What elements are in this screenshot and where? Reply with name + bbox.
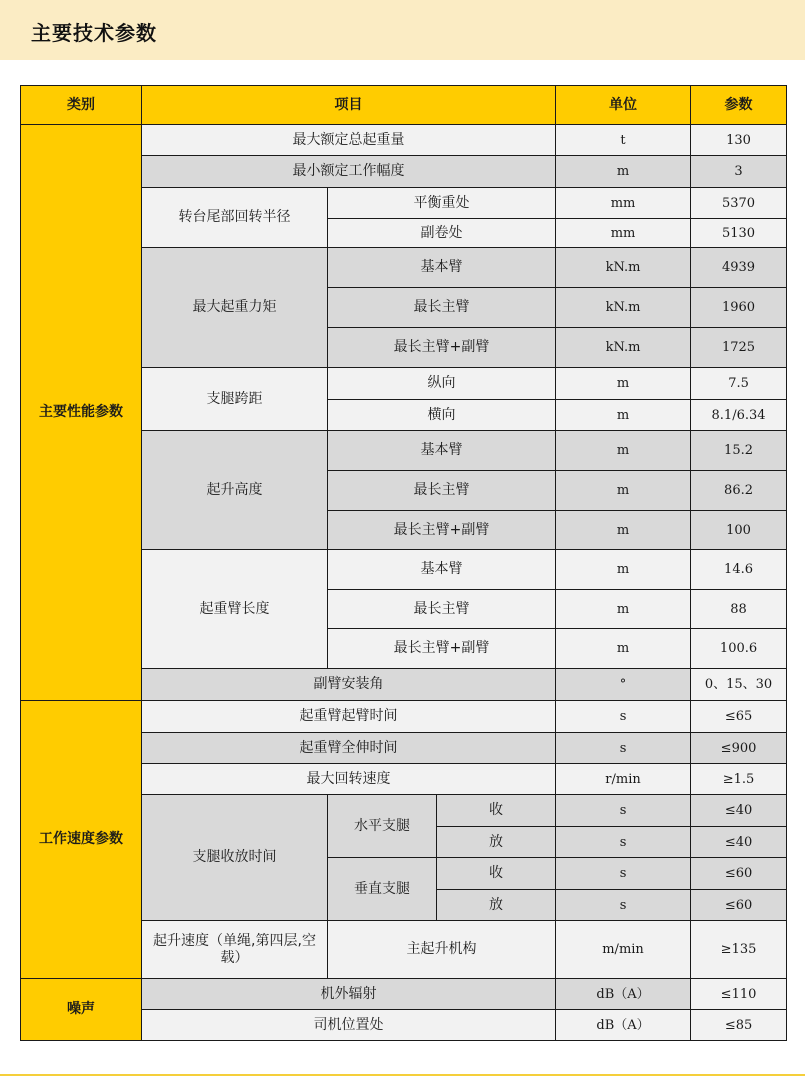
group-cell: 起升高度 [142, 431, 328, 550]
unit-cell: m [556, 431, 691, 471]
footer-divider [0, 1074, 805, 1076]
unit-cell: m [556, 590, 691, 629]
sub-item-cell: 最长主臂 [328, 590, 556, 629]
sub-item-cell: 水平支腿 [328, 795, 437, 858]
item-cell: 最大额定总起重量 [142, 125, 556, 156]
value-cell: 4939 [691, 248, 787, 288]
item-cell: 副臂安装角 [142, 669, 556, 701]
unit-cell: dB（A） [556, 979, 691, 1010]
value-cell: ≤110 [691, 979, 787, 1010]
page-title: 主要技术参数 [31, 21, 157, 45]
sub-item-cell: 纵向 [328, 368, 556, 400]
value-cell: 5370 [691, 188, 787, 219]
value-cell: 86.2 [691, 471, 787, 511]
table-row [21, 125, 787, 156]
unit-cell: ° [556, 669, 691, 701]
action-cell: 放 [437, 827, 556, 858]
unit-cell: s [556, 733, 691, 764]
sub-item-cell: 垂直支腿 [328, 858, 437, 921]
item-cell: 机外辐射 [142, 979, 556, 1010]
unit-cell: s [556, 795, 691, 827]
unit-cell: s [556, 858, 691, 890]
sub-item-cell: 基本臂 [328, 248, 556, 288]
value-cell: 7.5 [691, 368, 787, 400]
item-cell: 最小额定工作幅度 [142, 156, 556, 188]
sub-item-cell: 主起升机构 [328, 921, 556, 979]
table-row [21, 701, 787, 733]
unit-cell: s [556, 701, 691, 733]
sub-item-cell: 最长主臂 [328, 471, 556, 511]
category-noise: 噪声 [21, 979, 142, 1041]
sub-item-cell: 基本臂 [328, 431, 556, 471]
value-cell: 1725 [691, 328, 787, 368]
value-cell: 14.6 [691, 550, 787, 590]
unit-cell: kN.m [556, 248, 691, 288]
value-cell: ≤60 [691, 890, 787, 921]
unit-cell: t [556, 125, 691, 156]
unit-cell: mm [556, 219, 691, 248]
value-cell: 15.2 [691, 431, 787, 471]
group-cell: 最大起重力矩 [142, 248, 328, 368]
item-cell: 起重臂全伸时间 [142, 733, 556, 764]
sub-item-cell: 最长主臂+副臂 [328, 511, 556, 550]
unit-cell: m [556, 368, 691, 400]
value-cell: 100.6 [691, 629, 787, 669]
unit-cell: s [556, 827, 691, 858]
unit-cell: dB（A） [556, 1010, 691, 1041]
unit-cell: m [556, 550, 691, 590]
item-cell: 起重臂起臂时间 [142, 701, 556, 733]
item-cell: 司机位置处 [142, 1010, 556, 1041]
action-cell: 放 [437, 890, 556, 921]
group-cell: 转台尾部回转半径 [142, 188, 328, 248]
sub-item-cell: 副卷处 [328, 219, 556, 248]
value-cell: ≤900 [691, 733, 787, 764]
page-header [0, 0, 805, 60]
sub-item-cell: 最长主臂 [328, 288, 556, 328]
unit-cell: s [556, 890, 691, 921]
group-cell: 支腿收放时间 [142, 795, 328, 921]
group-cell: 起升速度（单绳,第四层,空载） [142, 921, 328, 979]
sub-item-cell: 最长主臂+副臂 [328, 328, 556, 368]
value-cell: ≤65 [691, 701, 787, 733]
unit-cell: mm [556, 188, 691, 219]
group-cell: 起重臂长度 [142, 550, 328, 669]
value-cell: 130 [691, 125, 787, 156]
value-cell: ≤40 [691, 827, 787, 858]
value-cell: ≥135 [691, 921, 787, 979]
table-header-row [21, 86, 787, 125]
category-speed: 工作速度参数 [21, 701, 142, 979]
unit-cell: kN.m [556, 288, 691, 328]
value-cell: 88 [691, 590, 787, 629]
unit-cell: r/min [556, 764, 691, 795]
unit-cell: m [556, 471, 691, 511]
value-cell: ≥1.5 [691, 764, 787, 795]
value-cell: 100 [691, 511, 787, 550]
value-cell: 1960 [691, 288, 787, 328]
header-value: 参数 [691, 86, 787, 125]
unit-cell: kN.m [556, 328, 691, 368]
value-cell: 0、15、30 [691, 669, 787, 701]
group-cell: 支腿跨距 [142, 368, 328, 431]
value-cell: ≤85 [691, 1010, 787, 1041]
unit-cell: m [556, 511, 691, 550]
value-cell: 3 [691, 156, 787, 188]
value-cell: ≤60 [691, 858, 787, 890]
value-cell: ≤40 [691, 795, 787, 827]
action-cell: 收 [437, 795, 556, 827]
table-row [21, 979, 787, 1010]
unit-cell: m [556, 156, 691, 188]
value-cell: 8.1/6.34 [691, 400, 787, 431]
action-cell: 收 [437, 858, 556, 890]
unit-cell: m [556, 629, 691, 669]
unit-cell: m/min [556, 921, 691, 979]
header-category: 类别 [21, 86, 142, 125]
sub-item-cell: 最长主臂+副臂 [328, 629, 556, 669]
value-cell: 5130 [691, 219, 787, 248]
sub-item-cell: 基本臂 [328, 550, 556, 590]
spec-table [20, 85, 787, 1041]
unit-cell: m [556, 400, 691, 431]
sub-item-cell: 横向 [328, 400, 556, 431]
sub-item-cell: 平衡重处 [328, 188, 556, 219]
category-performance: 主要性能参数 [21, 125, 142, 701]
item-cell: 最大回转速度 [142, 764, 556, 795]
header-item: 项目 [142, 86, 556, 125]
header-unit: 单位 [556, 86, 691, 125]
